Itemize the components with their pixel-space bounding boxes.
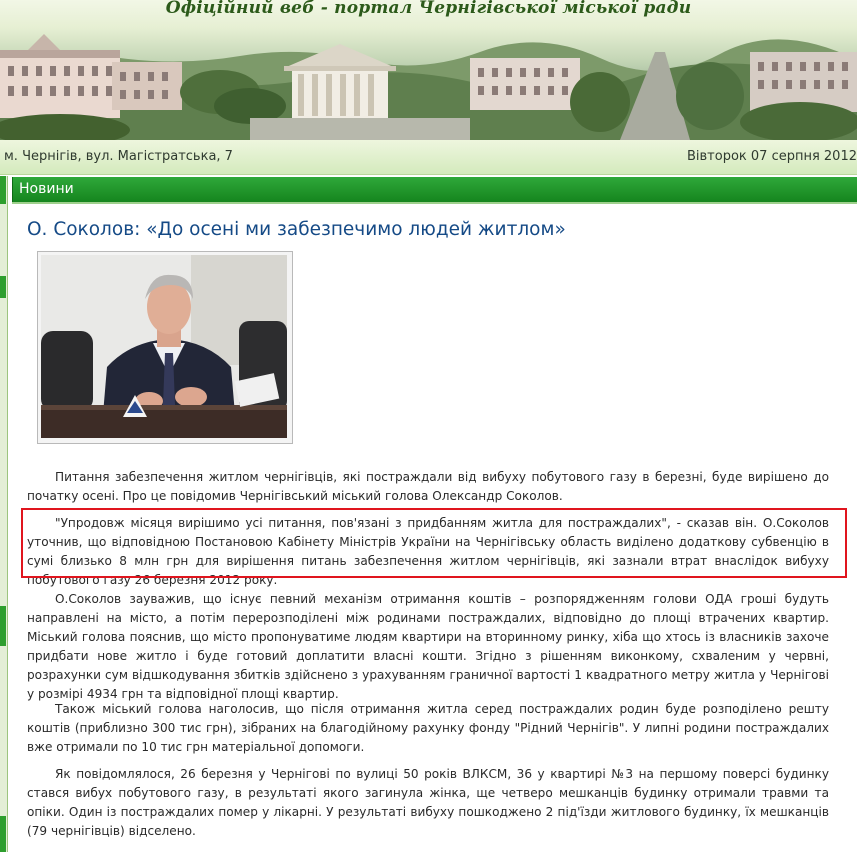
article-paragraph-2: "Упродовж місяця вирішимо усі питання, пов'язані з придбанням житла для постраждалих", - сказав він. О.Соколов уточнив, що відповідною Постановою Кабінету Міністрів України на Чернігівську область виділено додаткову субвенцію в сумі близько 8 млн грн для вирішення питань забезпечення житлом чернігівців, які зазнали втрат внаслідок вибуху побутового газу 26 березня 2012 року. [27, 516, 829, 587]
sidebar-tab-top[interactable] [0, 176, 6, 204]
left-sidebar [0, 176, 8, 852]
current-date: Вівторок 07 серпня 2012 [686, 149, 857, 164]
article-photo [37, 251, 293, 444]
highlight-box [21, 508, 847, 578]
section-divider [12, 202, 857, 204]
city-panorama-image [0, 22, 857, 140]
article-paragraph-3: О.Соколов зауважив, що існує певний механізм отримання коштів – розпорядженням голови ОДА гроші будуть направлені на місто, а потім перерозподілені між родинами постраждалих, відповідно до площі втрачених квартир. Міський голова пояснив, що місто пропонуватиме людям квартири на вторинному ринку, хіба що хтось із власників захоче придбати нове житло і буде готовий доплатити власні кошти. Згідно з рішенням виконкому, схваленим у червні, розрахунки сум відшкодування збитків здійснено з урахуванням граничної вартості 1 квадратного метру житла у Чернігові у розмірі 4934 грн та відповідної площі квартир. [27, 592, 829, 701]
sidebar-tab-middle[interactable] [0, 276, 6, 298]
sidebar-tab-lower[interactable] [0, 606, 6, 646]
site-banner [0, 0, 857, 140]
news-section-header [12, 177, 857, 202]
article-paragraph-5: Як повідомлялося, 26 березня у Чернігові по вулиці 50 років ВЛКСМ, 36 у квартирі №3 на першому поверсі будинку стався вибух побутового газу, в результаті якого загинула жінка, ще четверо мешканців будинку отримали травми та опіки. Один із постраждалих помер у лікарні. У результаті вибуху пошкоджено 2 під'їзди житлового будинку, їх мешканців (79 чернігівців) відселено. [27, 767, 829, 838]
section-title: Новини [19, 181, 74, 197]
site-title: Офіційний веб - портал Чернігівської міської ради [165, 0, 692, 18]
city-address: м. Чернігів, вул. Магістратська, 7 [4, 149, 233, 164]
article-paragraph-1: Питання забезпечення житлом чернігівців, які постраждали від вибуху побутового газу в березні, буде вирішено до початку осені. Про це повідомив Чернігівський міський голова Олександр Соколов. [27, 470, 829, 503]
sidebar-tab-bottom[interactable] [0, 816, 6, 852]
article-paragraph-4: Також міський голова наголосив, що після отримання житла серед постраждалих родин буде розподілено решту коштів (приблизно 300 тис грн), зібраних на благодійному рахунку фонду "Рідний Чернігів". У липні родини постраждалих вже отримали по 10 тис грн матеріальної допомоги. [27, 702, 829, 754]
info-bar [0, 140, 857, 175]
official-portrait-image [41, 255, 287, 438]
article-title: О. Соколов: «До осені ми забезпечимо людей житлом» [27, 219, 566, 240]
